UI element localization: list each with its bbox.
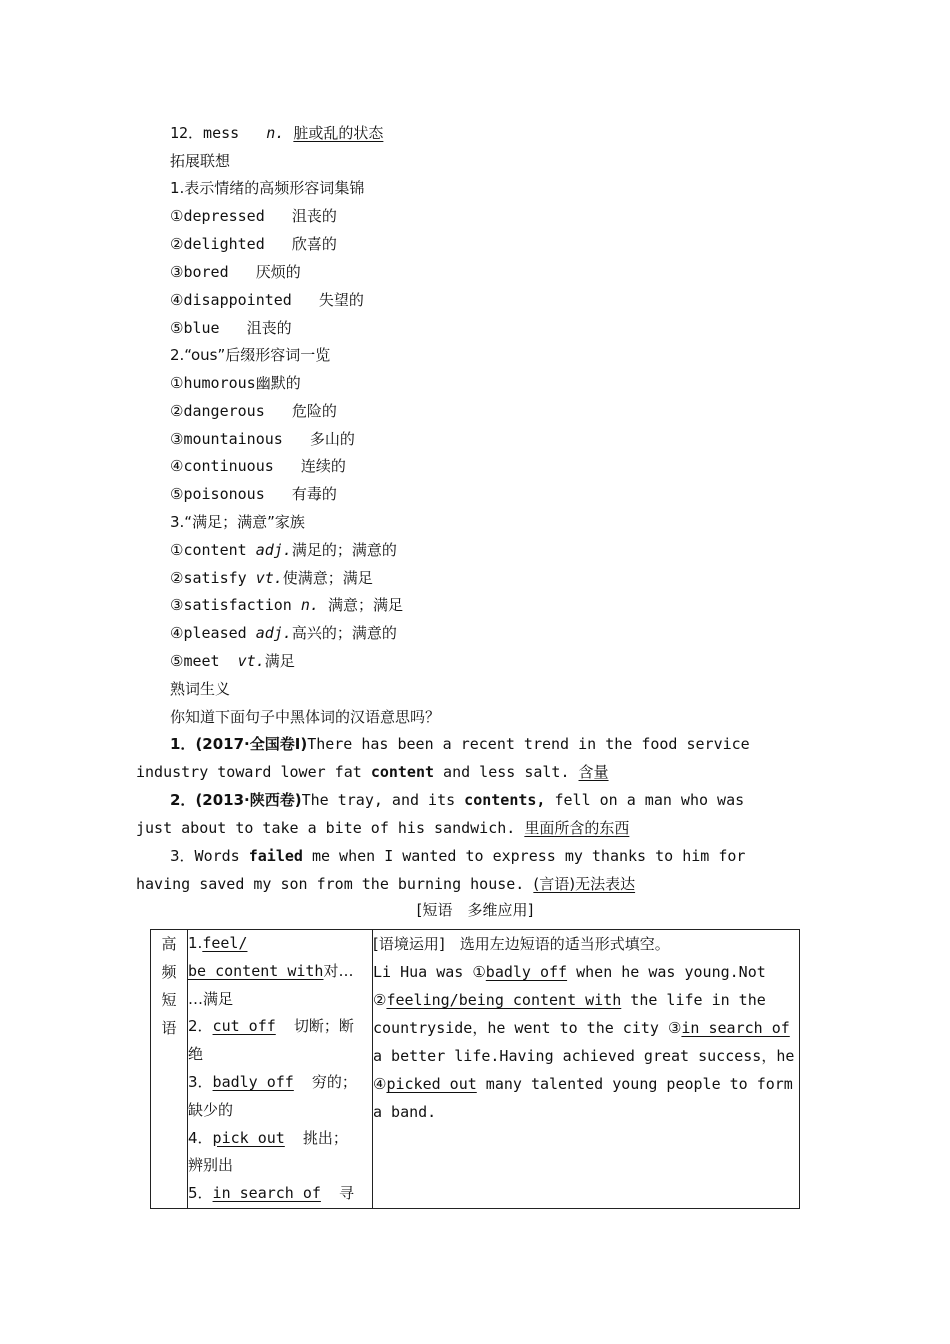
- word: ②delighted: [170, 235, 265, 253]
- side-label-char: 高: [161, 935, 177, 953]
- sentence-number: 3．: [170, 847, 195, 865]
- phrase-number: 2．: [188, 1017, 213, 1036]
- vocab-word: 12．mess: [170, 124, 240, 142]
- exercise-answer: picked out: [386, 1075, 477, 1093]
- meaning: 沮丧的: [291, 207, 337, 225]
- phrase: feel/: [202, 934, 248, 952]
- group-title-3: 3.“满足；满意”家族: [170, 513, 305, 531]
- meaning: 多山的: [309, 430, 355, 448]
- list-item: [170, 234, 337, 254]
- section-heading-familiar: 熟词生义: [170, 680, 231, 698]
- group-title-1: 1.表示情绪的高频形容词集锦: [170, 179, 365, 197]
- meaning: 欣喜的: [291, 235, 337, 253]
- exercise-answer: in search of: [681, 1019, 790, 1037]
- vocab-entry-12: [170, 123, 383, 143]
- meaning: 沮丧的: [246, 319, 292, 337]
- phrase-item: [188, 1180, 372, 1208]
- list-item: [170, 290, 364, 310]
- exercise-text-part: Li Hua was ①: [373, 963, 486, 981]
- bold-word: contents,: [464, 791, 546, 809]
- phrase-number: 4．: [188, 1128, 213, 1147]
- list-item: [170, 595, 403, 615]
- list-item: [170, 318, 292, 338]
- phrase: badly off: [212, 1072, 294, 1091]
- list-item: [170, 206, 337, 226]
- phrase-meaning: 挑出；: [302, 1128, 348, 1147]
- list-item: [170, 651, 295, 671]
- part-of-speech: n.: [266, 124, 285, 142]
- sentence-text: me when I wanted to express my thanks to him for having saved my son from the burning house.: [136, 847, 746, 893]
- meaning: 满足: [264, 652, 295, 670]
- sentence-source: (2013·陕西卷): [195, 791, 302, 809]
- side-label-char: 频: [161, 963, 177, 981]
- word: ②satisfy: [170, 569, 247, 587]
- word: ⑤poisonous: [170, 485, 265, 503]
- phrase-meaning: 缺少的: [188, 1100, 234, 1119]
- word: ②dangerous: [170, 402, 265, 420]
- list-item: [170, 456, 346, 476]
- word: ③bored: [170, 263, 229, 281]
- list-item: [170, 540, 397, 560]
- sentence-text: There has been a recent trend in the food service industry toward lower fat: [136, 735, 750, 781]
- sentence-text: Words: [194, 847, 249, 865]
- bold-word: failed: [248, 847, 303, 865]
- phrase: in search of: [212, 1184, 321, 1203]
- exercise-text-part: a better life.Having achieved great success，he ④: [373, 1047, 795, 1093]
- part-of-speech: n.: [300, 596, 319, 614]
- side-label-char: 语: [161, 1019, 177, 1037]
- answer: 含量: [578, 763, 609, 781]
- phrase-item: [188, 1013, 372, 1041]
- list-item: [170, 401, 337, 421]
- side-label: [151, 930, 188, 1209]
- exercise-text-part: the life in the countryside，he went to the city ③: [373, 991, 766, 1037]
- answer: (言语)无法表达: [533, 875, 636, 893]
- part-of-speech: vt.: [237, 652, 265, 670]
- phrase: cut off: [212, 1017, 276, 1036]
- phrase-meaning: 辨别出: [188, 1156, 234, 1175]
- meaning: 满意；满足: [327, 596, 403, 614]
- word: ⑤blue: [170, 319, 220, 337]
- phrase-meaning: 绝: [188, 1045, 204, 1064]
- example-sentence-1: [136, 730, 776, 786]
- context-exercise: [373, 930, 800, 1209]
- sentence-number: 1．: [170, 735, 196, 753]
- word: ④pleased: [170, 624, 247, 642]
- phrases-heading: [短语 多维应用]: [416, 901, 534, 919]
- list-item: [170, 568, 373, 588]
- section-heading-extension: 拓展联想: [170, 152, 231, 170]
- meaning: 失望的: [318, 291, 364, 309]
- answer: 里面所含的东西: [524, 819, 630, 837]
- word: ③satisfaction: [170, 596, 292, 614]
- sentence-text: and less salt.: [434, 763, 579, 781]
- vocab-meaning: 脏或乱的状态: [293, 124, 384, 142]
- exercise-text-part: when he was young.Not ②: [373, 963, 766, 1009]
- list-item: [170, 262, 301, 282]
- phrase-list: [188, 930, 373, 1209]
- sentence-number: 2．: [170, 791, 196, 809]
- exercise-text-part: many talented young people to form a band.: [373, 1075, 793, 1121]
- meaning: 使满意；满足: [282, 569, 373, 587]
- exercise-answer: badly off: [485, 963, 568, 981]
- phrase-number: 3．: [188, 1072, 213, 1091]
- meaning: 有毒的: [291, 485, 337, 503]
- example-sentence-3: [136, 842, 776, 898]
- meaning: 连续的: [300, 457, 346, 475]
- part-of-speech: adj.: [255, 624, 292, 642]
- phrase-meaning: 穷的；: [311, 1072, 357, 1091]
- group-title-2: 2.“ous”后缀形容词一览: [170, 346, 331, 364]
- phrase-table: [150, 929, 800, 1209]
- meaning: 危险的: [291, 402, 337, 420]
- exercise-text: [373, 963, 794, 1121]
- sentence-source: (2017·全国卷Ⅰ): [195, 735, 308, 753]
- part-of-speech: adj.: [255, 541, 292, 559]
- phrase: be content with: [188, 961, 324, 980]
- question-text: 你知道下面句子中黑体词的汉语意思吗？: [170, 708, 441, 726]
- word: ④continuous: [170, 457, 274, 475]
- phrase-item: [188, 1125, 372, 1153]
- word: ③mountainous: [170, 430, 283, 448]
- phrase-number: 5．: [188, 1184, 213, 1203]
- meaning: 高兴的；满意的: [291, 624, 397, 642]
- phrase-number: 1.: [188, 934, 203, 952]
- phrase-meaning: 切断；断: [293, 1017, 354, 1036]
- word: ①humorous: [170, 374, 256, 392]
- list-item: [170, 429, 355, 449]
- meaning: 幽默的: [255, 374, 301, 392]
- phrase-item: [188, 1069, 372, 1097]
- phrase-item: [188, 958, 372, 986]
- word: ④disappointed: [170, 291, 292, 309]
- phrase-meaning: 寻: [338, 1184, 354, 1203]
- bold-word: content: [370, 763, 435, 781]
- part-of-speech: vt.: [255, 569, 283, 587]
- sentence-text: The tray, and its: [301, 791, 465, 809]
- meaning: 厌烦的: [255, 263, 301, 281]
- example-sentence-2: [136, 786, 776, 842]
- sentence-text: fell on a man who was just about to take a bite of his sandwich.: [136, 791, 745, 837]
- phrase-meaning: 对…: [323, 961, 354, 980]
- meaning: 满足的；满意的: [291, 541, 397, 559]
- word: ①depressed: [170, 207, 265, 225]
- phrase-item: [188, 930, 372, 958]
- word: ⑤meet: [170, 652, 220, 670]
- list-item: [170, 623, 397, 643]
- list-item: [170, 373, 301, 393]
- side-label-char: 短: [161, 991, 177, 1009]
- exercise-answer: feeling/being content with: [386, 991, 622, 1009]
- exercise-instruction: [语境运用] 选用左边短语的适当形式填空。: [373, 935, 670, 953]
- list-item: [170, 484, 337, 504]
- phrase-meaning: …满足: [188, 989, 234, 1008]
- phrase: pick out: [212, 1128, 285, 1147]
- word: ①content: [170, 541, 247, 559]
